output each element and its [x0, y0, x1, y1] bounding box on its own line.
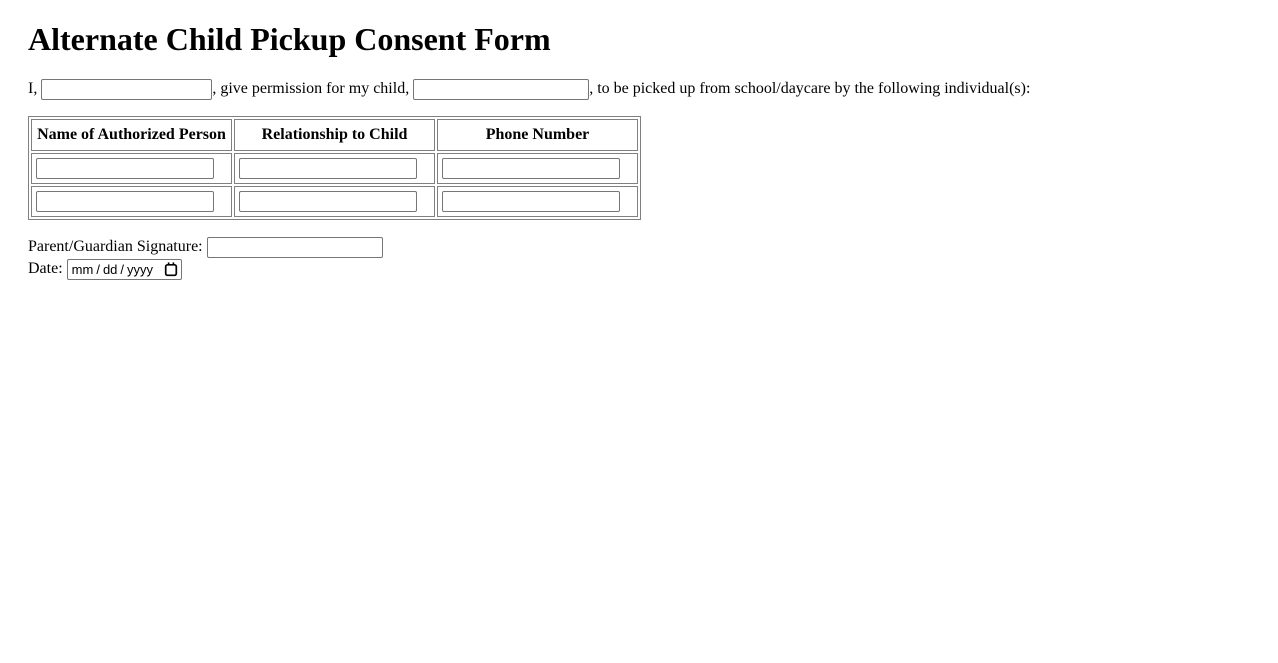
- intro-middle: , give permission for my child,: [212, 79, 410, 97]
- cell-phone-2: [437, 186, 638, 217]
- cell-relationship-1: [234, 153, 435, 184]
- signature-input[interactable]: [207, 237, 383, 258]
- intro-prefix: I,: [28, 79, 38, 97]
- date-year-placeholder: yyyy: [127, 262, 154, 278]
- header-relationship-to-child: Relationship to Child: [234, 119, 435, 151]
- intro-suffix: , to be picked up from school/daycare by the following individual(s):: [589, 79, 1031, 97]
- signature-label: Parent/Guardian Signature:: [28, 238, 203, 256]
- parent-name-input[interactable]: [41, 79, 212, 100]
- cell-name-2: [31, 186, 232, 217]
- date-separator: /: [120, 262, 125, 278]
- table-row: [31, 186, 638, 217]
- date-input[interactable]: [67, 259, 182, 280]
- date-label: Date:: [28, 260, 63, 278]
- cell-phone-1: [437, 153, 638, 184]
- relationship-input-2[interactable]: [239, 191, 417, 212]
- signature-date-block: [28, 236, 1268, 280]
- calendar-icon[interactable]: [164, 262, 178, 277]
- date-day-placeholder: dd: [102, 262, 118, 278]
- intro-sentence: [28, 79, 1268, 100]
- cell-relationship-2: [234, 186, 435, 217]
- authorized-persons-table: [28, 116, 641, 220]
- authorized-name-input-1[interactable]: [36, 158, 214, 179]
- phone-input-2[interactable]: [442, 191, 620, 212]
- child-name-input[interactable]: [413, 79, 589, 100]
- date-separator: /: [96, 262, 100, 278]
- cell-name-1: [31, 153, 232, 184]
- table-row: [31, 153, 638, 184]
- authorized-name-input-2[interactable]: [36, 191, 214, 212]
- date-month-placeholder: mm: [71, 262, 94, 278]
- relationship-input-1[interactable]: [239, 158, 417, 179]
- table-header-row: [31, 119, 638, 151]
- header-name-of-authorized-person: Name of Authorized Person: [31, 119, 232, 151]
- phone-input-1[interactable]: [442, 158, 620, 179]
- page-title: Alternate Child Pickup Consent Form: [28, 21, 551, 57]
- header-phone-number: Phone Number: [437, 119, 638, 151]
